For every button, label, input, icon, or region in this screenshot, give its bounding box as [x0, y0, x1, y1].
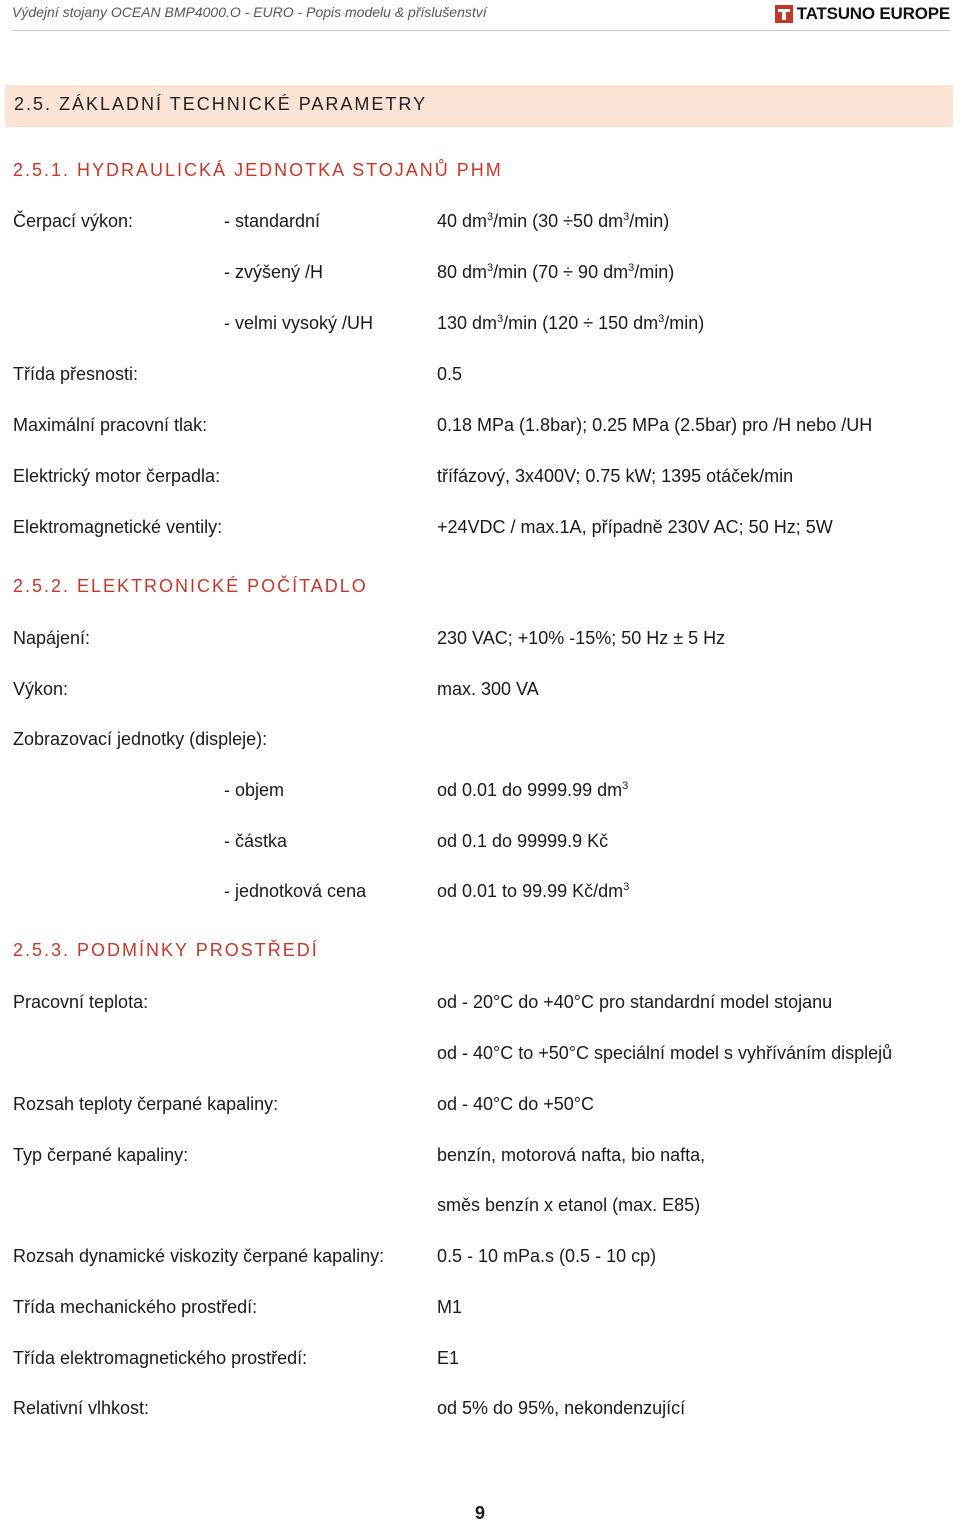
display-unit-price-label: - jednotková cena: [224, 881, 367, 901]
pump-value-standard: 40 $dm^3/\min$ (30 ÷50 $dm^3/\min$): [437, 211, 670, 231]
subsection-title-environment: 2.5.3. PODMÍNKY PROSTŘEDÍ: [13, 940, 319, 960]
display-unit-price-value: od 0.01 to 99.99 $Kč/dm^3$: [437, 881, 630, 901]
pump-value-high: 80 $dm^3/\min$ (70 ÷ 90 $dm^3/\min$): [437, 262, 675, 282]
working-temperature-value-standard: od - 20°C do +40°C pro standardní model stojanu: [437, 992, 833, 1012]
electromagnetic-class-label: Třída elektromagnetického prostředí:: [13, 1348, 308, 1368]
mechanical-class-value: M1: [437, 1297, 463, 1317]
pump-variant-standard: - standardní: [224, 211, 321, 231]
power-label: Výkon:: [13, 679, 69, 699]
display-amount-label: - částka: [224, 831, 288, 851]
relative-humidity-value: od 5% do 95%, nekondenzující: [437, 1398, 686, 1418]
viscosity-range-label: Rozsah dynamické viskozity čerpané kapaliny:: [13, 1246, 385, 1266]
working-temperature-value-special: od - 40°C to +50°C speciální model s vyhříváním displejů: [437, 1043, 893, 1063]
display-volume-value: od 0.01 do 9999.99 $dm^3$: [437, 780, 629, 800]
fluid-temperature-label: Rozsah teploty čerpané kapaliny:: [13, 1094, 279, 1114]
electromagnetic-class-value: E1: [437, 1348, 460, 1368]
pump-capacity-label: Čerpací výkon:: [13, 211, 134, 231]
display-amount-value: od 0.1 do 99999.9 Kč: [437, 831, 609, 851]
max-pressure-value: 0.18 MPa (1.8bar); 0.25 MPa (2.5bar) pro /H nebo /UH: [437, 415, 873, 435]
display-units-label: Zobrazovací jednotky (displeje):: [13, 729, 268, 749]
document-header-title: Výdejní stojany OCEAN BMP4000.O - EURO - Popis modelu & příslušenství: [12, 4, 487, 20]
solenoid-valves-value: +24VDC / max.1A, případně 230V AC; 50 Hz; 5W: [437, 517, 833, 537]
mechanical-class-label: Třída mechanického prostředí:: [13, 1297, 258, 1317]
brand-logo: [775, 4, 950, 24]
accuracy-class-value: 0.5: [437, 364, 463, 384]
display-volume-label: - objem: [224, 780, 285, 800]
fluid-temperature-value: od - 40°C do +50°C: [437, 1094, 594, 1114]
tatsuno-logo-icon: [775, 5, 793, 23]
power-value: max. 300 VA: [437, 679, 539, 699]
viscosity-range-value: 0.5 - 10 mPa.s (0.5 - 10 cp): [437, 1246, 657, 1266]
subsection-title-counter: 2.5.2. ELEKTRONICKÉ POČÍTADLO: [13, 576, 368, 596]
max-pressure-label: Maximální pracovní tlak:: [13, 415, 208, 435]
subsection-title-hydraulic: 2.5.1. HYDRAULICKÁ JEDNOTKA STOJANŮ PHM: [13, 160, 503, 180]
solenoid-valves-label: Elektromagnetické ventily:: [13, 517, 223, 537]
power-supply-label: Napájení:: [13, 628, 91, 648]
accuracy-class-label: Třída přesnosti:: [13, 364, 139, 384]
pump-value-ultra-high: 130 $dm^3/\min$ (120 ÷ 150 $dm^3/\min$): [437, 313, 705, 333]
header-divider: [12, 30, 950, 31]
page-number: 9: [474, 1503, 485, 1523]
pump-motor-label: Elektrický motor čerpadla:: [13, 466, 221, 486]
working-temperature-label: Pracovní teplota:: [13, 992, 149, 1012]
brand-name: TATSUNO EUROPE: [796, 4, 950, 23]
pump-motor-value: třífázový, 3x400V; 0.75 kW; 1395 otáček/min: [437, 466, 794, 486]
fluid-type-value-line2: směs benzín x etanol (max. E85): [437, 1195, 701, 1215]
fluid-type-label: Typ čerpané kapaliny:: [13, 1145, 189, 1165]
pump-variant-high: - zvýšený /H: [224, 262, 324, 282]
fluid-type-value-line1: benzín, motorová nafta, bio nafta,: [437, 1145, 706, 1165]
relative-humidity-label: Relativní vlhkost:: [13, 1398, 150, 1418]
section-title: 2.5. ZÁKLADNÍ TECHNICKÉ PARAMETRY: [14, 94, 428, 114]
pump-variant-ultra-high: - velmi vysoký /UH: [224, 313, 374, 333]
power-supply-value: 230 VAC; +10% -15%; 50 Hz ± 5 Hz: [437, 628, 726, 648]
